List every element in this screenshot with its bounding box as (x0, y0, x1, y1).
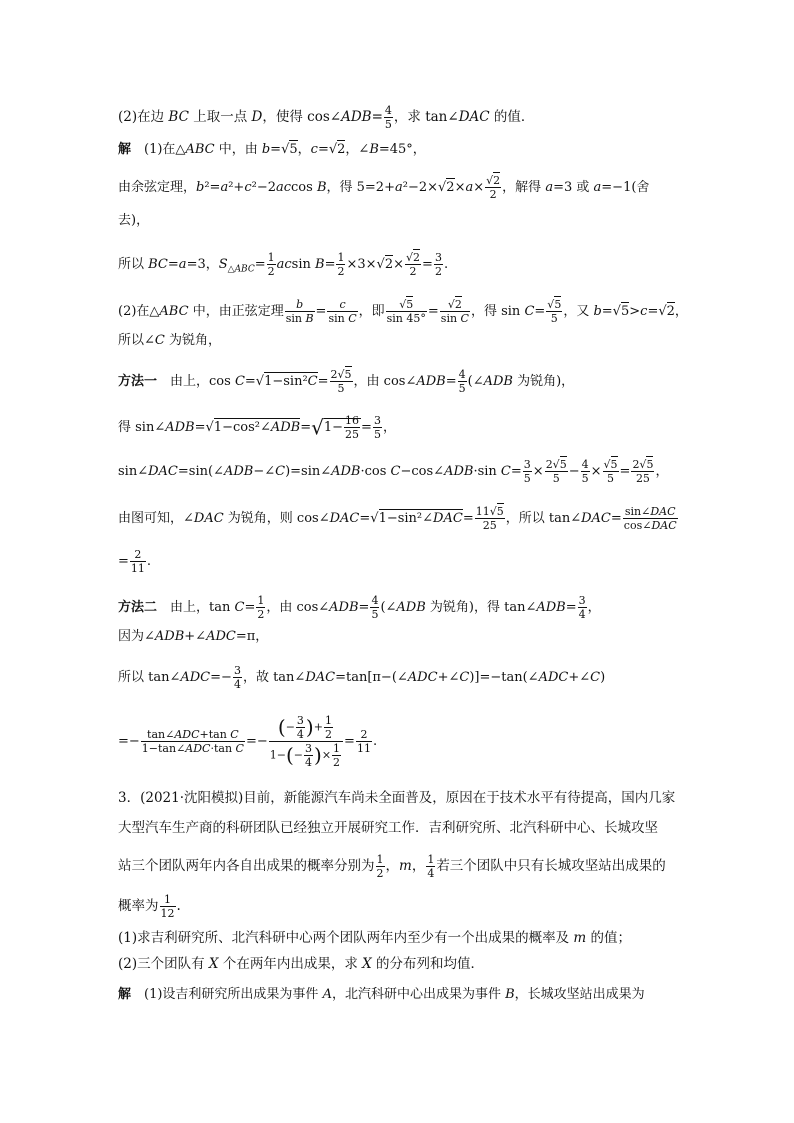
question-3-line-4: 概率为 $\frac{1}{12}$ . (118, 893, 181, 920)
acute-angle-line: 所以∠C 为锐角， (118, 333, 221, 348)
method-one-result: = $\frac{2}{11}$ . (118, 548, 152, 575)
sin-dac-line: sin∠DAC=sin(∠ADB−∠C)=sin∠ADB·cos C−cos∠ADB·sin C= $\frac{3}{5}$ × $\frac{2√5}{5}$ − $\frac{4}{5}$ × $\frac{√5}{5}$ = $\frac{2√5}{25}$ ， (118, 458, 669, 485)
question-3-solution: 解 (1)设吉利研究所出成果为事件 A，北汽科研中心出成果为事件 B，长城攻坚站出成果为 (118, 987, 645, 1002)
question-3-line-1: 3．(2021·沈阳模拟)目前，新能源汽车尚未全面普及，原因在于技术水平有待提高，国内几家 (118, 790, 676, 806)
angle-sum-line: 因为∠ADB+∠ADC=π， (118, 629, 269, 644)
solution-start: 解 (1)在△ABC 中，由 b=√5，c=√2，∠B=45°， (118, 142, 426, 157)
cos-dac-line: 由图可知，∠DAC 为锐角，则 cos∠DAC=√1−sin²∠DAC= $\frac{11√5}{25}$ ，所以 tan∠DAC= $\frac{\text{sin∠DAC}}{\text{cos∠DAC}}$ (118, 505, 677, 532)
method-two-result: =− $\frac{\text{tan∠ADC+tan C}}{\text{1−tan∠ADC·tan C}}$ =− (− $\frac{3}{4}$ )+ $\frac{1}{2}$ 1−(− $\frac{3}{4}$ )× $\frac{1}{2}$ = $\frac{2}{11}$ . (118, 714, 378, 769)
sine-rule-line: (2)在△ABC 中，由正弦定理 $\frac{b}{\text{sin B}}$ = $\frac{c}{\text{sin C}}$ ，即 $\frac{√5}{\sin 45^\circ}$ = $\frac{√2}{\text{sin C}}$ ，得 sin C= $\frac{√5}{5}$ ，又 b=√5>c=√2， (118, 298, 688, 325)
sin-adb-line: 得 sin∠ADB=√1−cos²∠ADB=√1− $\frac{16}{25}$ = $\frac{3}{5}$ ， (118, 414, 396, 441)
cosine-rule-line: 由余弦定理，b²=a²+c²−2accos B，得 5=2+a²−2×√2×a× $\frac{√2}{2}$ ，解得 a=3 或 a=−1(舍 (118, 174, 650, 201)
question-3-part-1: (1)求吉利研究所、北汽科研中心两个团队两年内至少有一个出成果的概率及 m 的值； (118, 930, 632, 946)
tan-adc-line: 所以 tan∠ADC=− $\frac{3}{4}$ ，故 tan∠DAC=tan[π−(∠ADC+∠C)]=−tan(∠ADC+∠C) (118, 664, 606, 691)
question-3-line-2: 大型汽车生产商的科研团队已经独立开展研究工作．吉利研究所、北汽科研中心、长城攻坚 (118, 820, 658, 836)
question-3-part-2: (2)三个团队有 X 个在两年内出成果，求 X 的分布列和均值． (118, 956, 485, 972)
method-two-line: 方法二 由上，tan C= $\frac{1}{2}$ ，由 cos∠ADB= $\frac{4}{5}$ (∠ADB 为锐角)，得 tan∠ADB= $\frac{3}{4}$ ， (118, 594, 601, 621)
cosine-rule-cont: 去)， (118, 213, 150, 228)
question-part-2: (2)在边 BC 上取一点 D，使得 cos∠ADB= $\frac{4}{5}$ ，求 tan∠DAC 的值． (118, 104, 535, 131)
question-3-line-3: 站三个团队两年内各自出成果的概率分别为 $\frac{1}{2}$ ，m， $\frac{1}{4}$ 若三个团队中只有长城攻坚站出成果的 (118, 853, 666, 880)
area-line: 所以 BC=a=3，$S_{\triangle ABC}=$ $\frac{1}{2}$ acsin B= $\frac{1}{2}$ ×3×√2× $\frac{√2}{2}$ = $\frac{3}{2}$ . (118, 251, 449, 278)
method-one-line: 方法一 由上，cos C=√1−sin²C= $\frac{2√5}{5}$ ，由 cos∠ADB= $\frac{4}{5}$ (∠ADB 为锐角)， (118, 368, 575, 395)
